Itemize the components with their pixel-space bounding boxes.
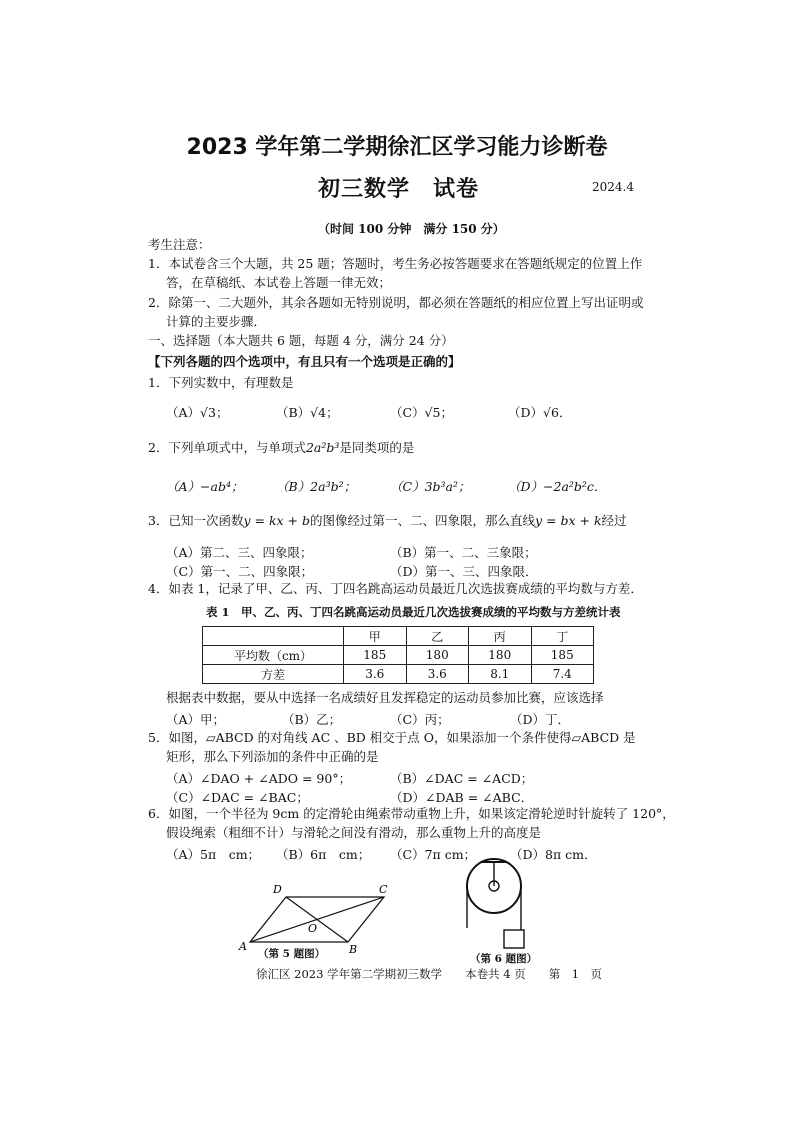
table-row: [203, 665, 594, 684]
question-5-option-d: （D）∠DAB = ∠ABC．: [390, 790, 534, 805]
vertex-label-a: A: [239, 940, 247, 953]
table-cell: 3.6: [406, 665, 469, 684]
exam-subtitle: 初三数学 试卷: [318, 177, 480, 202]
page-footer: 徐汇区 2023 学年第二学期初三数学 本卷共 4 页 第 1 页: [256, 967, 603, 981]
section-heading: 一、选择题（本大题共 6 题，每题 4 分，满分 24 分）: [148, 333, 454, 348]
table-caption: 表 1 甲、乙、丙、丁四名跳高运动员最近几次选拔赛成绩的平均数与方差统计表: [206, 605, 621, 619]
question-3-option-d: （D）第一、三、四象限．: [390, 564, 538, 579]
question-1-option-d: （D）√6．: [508, 405, 572, 420]
diagonal-bd: [286, 897, 348, 942]
question-5-option-c: （C）∠DAC = ∠BAC；: [166, 790, 309, 805]
question-1-option-b: （B）√4；: [276, 405, 339, 420]
question-4-option-c: （C）丙；: [390, 712, 450, 727]
question-3-stem-suffix: 经过: [601, 513, 627, 528]
figure-6-caption: （第 6 题图）: [470, 953, 538, 965]
vertex-label-d: D: [273, 883, 282, 896]
exam-date: 2024.4: [592, 180, 634, 194]
question-6-option-d: （D）8π cm．: [510, 847, 597, 862]
question-4-stem: 4．如表 1，记录了甲、乙、丙、丁四名跳高运动员最近几次选拔赛成绩的平均数与方差．: [148, 581, 643, 596]
table-header-cell: 丁: [531, 627, 594, 646]
table-header-cell: 甲: [344, 627, 407, 646]
question-4-after: 根据表中数据，要从中选择一名成绩好且发挥稳定的运动员参加比赛，应该选择: [166, 690, 604, 705]
question-3-stem: [148, 513, 627, 529]
table-cell: 8.1: [469, 665, 532, 684]
table-cell: 180: [469, 646, 532, 665]
stats-table: [202, 626, 594, 684]
figure-6-pulley: [456, 860, 536, 950]
question-3-stem-math-1: y = kx + b: [243, 513, 310, 528]
time-info: （时间 100 分钟 满分 150 分）: [318, 222, 505, 236]
table-cell: 185: [344, 646, 407, 665]
question-2-stem-suffix: 是同类项的是: [339, 440, 415, 455]
question-2-stem-prefix: 2．下列单项式中，与单项式: [148, 440, 306, 455]
vertex-label-c: C: [379, 883, 388, 896]
question-5-line-1: 5．如图，▱ABCD 的对角线 AC 、BD 相交于点 O，如果添加一个条件使得▱ABCD 是: [148, 730, 636, 745]
question-6-option-a: （A）5π cm；: [166, 847, 261, 862]
question-2-stem-math: 2a²b³: [305, 440, 340, 455]
question-5-option-a: （A）∠DAO + ∠ADO = 90°；: [166, 771, 352, 786]
question-3-option-b: （B）第一、二、三象限；: [390, 545, 537, 560]
question-6-option-c: （C）7π cm；: [390, 847, 477, 862]
question-3-stem-middle: 的图像经过第一、二、四象限，那么直线: [310, 513, 536, 528]
question-5-line-2: 矩形，那么下列添加的条件中正确的是: [166, 749, 379, 764]
table-cell: 185: [531, 646, 594, 665]
question-3-option-c: （C）第一、二、四象限；: [166, 564, 314, 579]
table-cell: 3.6: [344, 665, 407, 684]
question-2-option-a: （A）−ab⁴；: [166, 479, 244, 494]
table-row: [203, 646, 594, 665]
question-2-option-d: （D）−2a²b²c．: [508, 479, 607, 494]
question-3-option-a: （A）第二、三、四象限；: [166, 545, 313, 560]
notice-heading: 考生注意：: [148, 237, 211, 252]
question-3-stem-prefix: 3．已知一次函数: [148, 513, 244, 528]
table-cell: 7.4: [531, 665, 594, 684]
question-2-option-b: （B）2a³b²；: [276, 479, 357, 494]
question-2-option-c: （C）3b³a²；: [390, 479, 471, 494]
table-row-label: 平均数（cm）: [203, 646, 344, 665]
question-5-option-b: （B）∠DAC = ∠ACD；: [390, 771, 534, 786]
table-header-cell: 丙: [469, 627, 532, 646]
question-1-option-a: （A）√3；: [166, 405, 229, 420]
table-cell: 180: [406, 646, 469, 665]
question-4-option-a: （A）甲；: [166, 712, 226, 727]
table-header-cell: 乙: [406, 627, 469, 646]
notice-item-1-line-2: 答，在草稿纸、本试卷上答题一律无效；: [166, 275, 392, 290]
exam-title: 2023 学年第二学期徐汇区学习能力诊断卷: [186, 135, 608, 160]
question-1-stem: 1．下列实数中，有理数是: [148, 375, 294, 390]
vertex-label-b: B: [349, 943, 358, 956]
question-3-stem-math-2: y = bx + k: [535, 513, 602, 528]
notice-item-2-line-1: 2．除第一、二大题外，其余各题如无特别说明，都必须在答题纸的相应位置上写出证明或: [148, 295, 644, 310]
question-6-option-b: （B）6π cm；: [276, 847, 371, 862]
question-4-option-d: （D）丁．: [510, 712, 571, 727]
question-4-option-b: （B）乙；: [282, 712, 342, 727]
question-6-line-1: 6．如图，一个半径为 9cm 的定滑轮由绳索带动重物上升，如果该定滑轮逆时针旋转了 120°，: [148, 806, 675, 821]
figure-5-caption: （第 5 题图）: [258, 948, 326, 960]
center-label-o: O: [308, 922, 318, 935]
weight-box: [504, 930, 524, 948]
table-row-label: 方差: [203, 665, 344, 684]
table-header-row: [203, 627, 594, 646]
question-1-option-c: （C）√5；: [390, 405, 453, 420]
table-header-cell: [203, 627, 344, 646]
notice-item-2-line-2: 计算的主要步骤．: [166, 314, 267, 329]
notice-item-1-line-1: 1．本试卷含三个大题，共 25 题；答题时，考生务必按答题要求在答题纸规定的位置上作: [148, 256, 643, 271]
section-instruction: 【下列各题的四个选项中，有且只有一个选项是正确的】: [148, 354, 461, 369]
question-2-stem: [148, 440, 414, 456]
question-6-line-2: 假设绳索（粗细不计）与滑轮之间没有滑动，那么重物上升的高度是: [166, 825, 542, 840]
